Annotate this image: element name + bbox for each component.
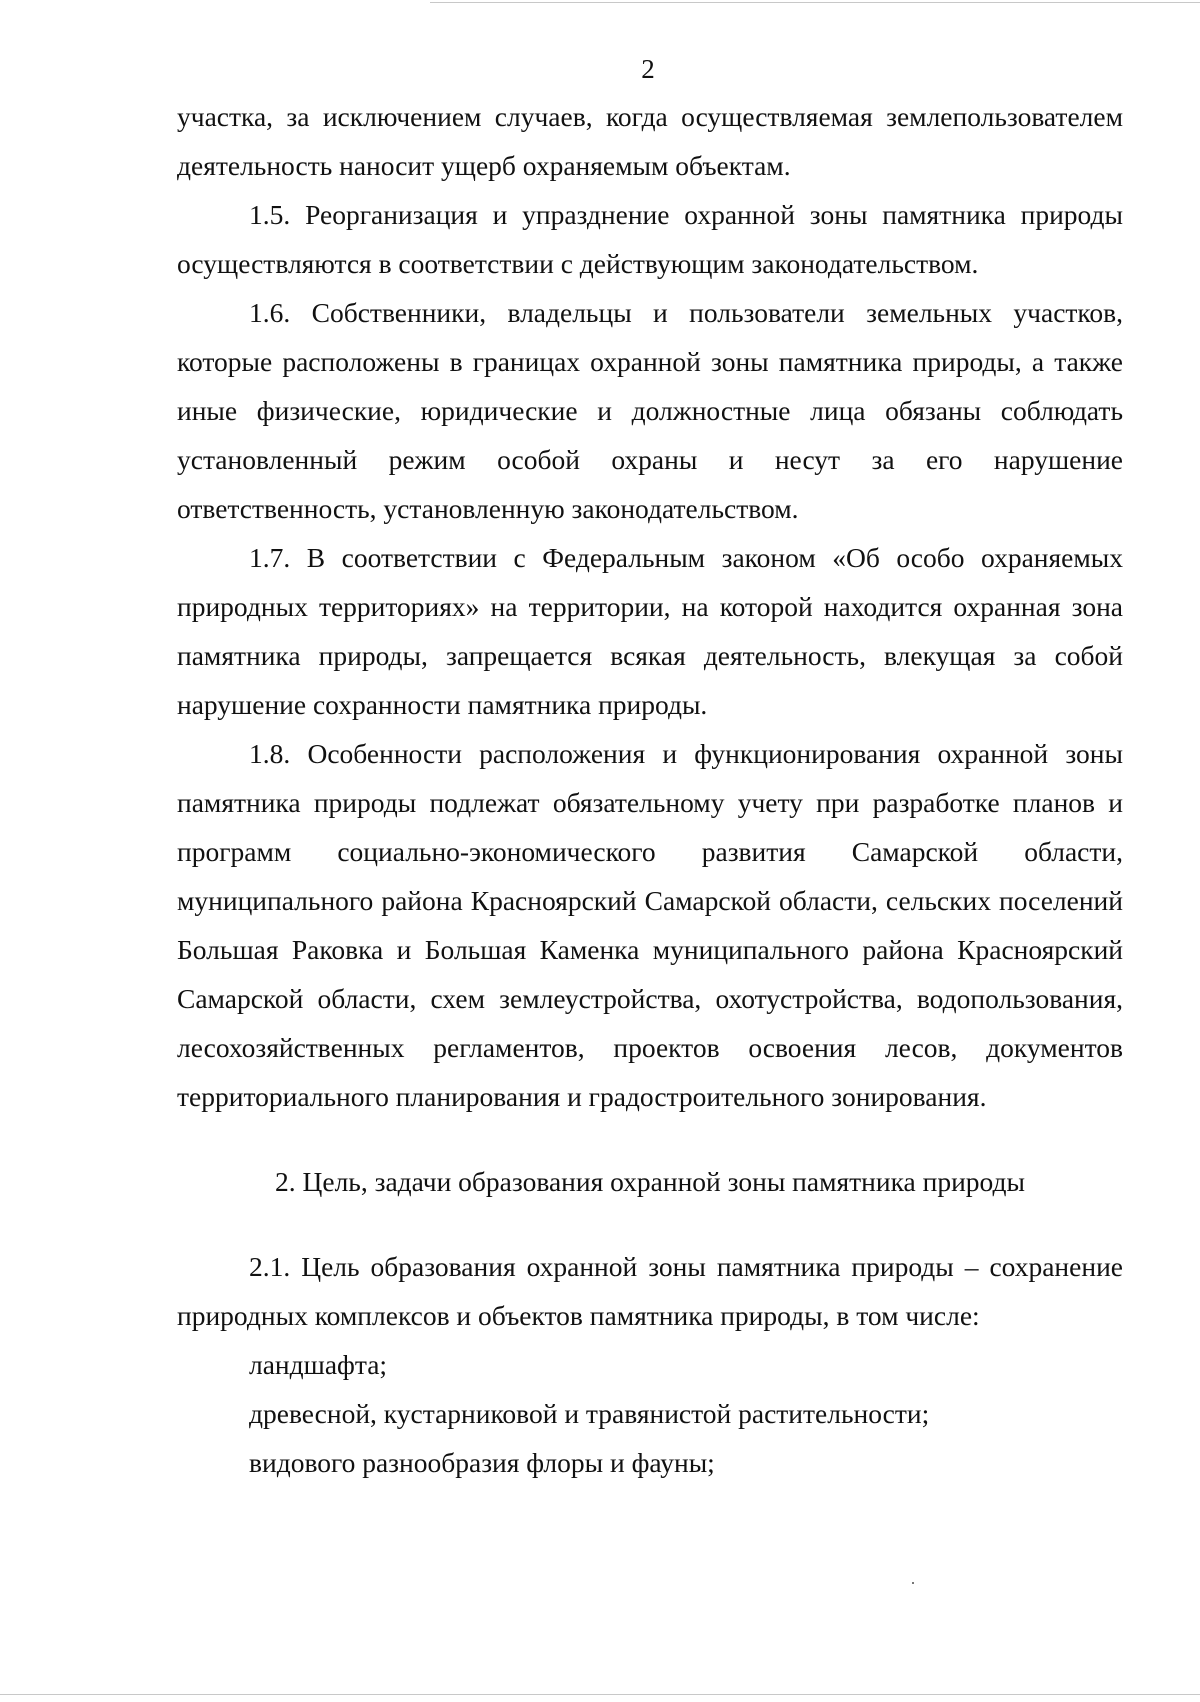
paragraph-1-7: 1.7. В соответствии с Федеральным законом «Об особо охраняемых природных территориях» на территории, на которой находится охранная зона памятника природы, запрещается всякая деятельность, влекущая за собой нарушение сохранности памятника природы. bbox=[177, 542, 1123, 720]
list-item: ландшафта; bbox=[249, 1349, 388, 1380]
paragraph-1-6: 1.6. Собственники, владельцы и пользователи земельных участков, которые расположены в границах охранной зоны памятника природы, а также иные физические, юридические и должностные лица обязаны соблюдать установленный режим особой охраны и несут за его нарушение ответственность, установленную законодательством. bbox=[177, 297, 1123, 524]
paragraph-1-5: 1.5. Реорганизация и упразднение охранной зоны памятника природы осуществляются в соответствии с действующим законодательством. bbox=[177, 199, 1123, 279]
list-item: древесной, кустарниковой и травянистой растительности; bbox=[249, 1398, 930, 1429]
list-item: видового разнообразия флоры и фауны; bbox=[249, 1447, 715, 1478]
paragraph-1-8: 1.8. Особенности расположения и функционирования охранной зоны памятника природы подлежат обязательному учету при разработке планов и программ социально-экономического развития Самарской области, муниципального района Красноярский Самарской области, сельских поселений Большая Раковка и Большая Каменка муниципального района Красноярский Самарской области, схем землеустройства, охотустройства, водопользования, лесохозяйственных регламентов, проектов освоения лесов, документов территориального планирования и градостроительного зонирования. bbox=[177, 738, 1123, 1112]
document-body bbox=[177, 92, 1123, 1487]
section-heading: 2. Цель, задачи образования охранной зоны памятника природы bbox=[275, 1166, 1025, 1197]
paragraph-continuation: участка, за исключением случаев, когда осуществляемая землепользователем деятельность наносит ущерб охраняемым объектам. bbox=[177, 101, 1123, 181]
scan-edge-bottom bbox=[0, 1694, 1200, 1695]
scan-edge-top bbox=[430, 2, 1200, 3]
page-number: 2 bbox=[641, 54, 655, 84]
scan-speck bbox=[912, 1582, 914, 1584]
paragraph-2-1: 2.1. Цель образования охранной зоны памятника природы – сохранение природных комплексов и объектов памятника природы, в том числе: bbox=[177, 1251, 1123, 1331]
